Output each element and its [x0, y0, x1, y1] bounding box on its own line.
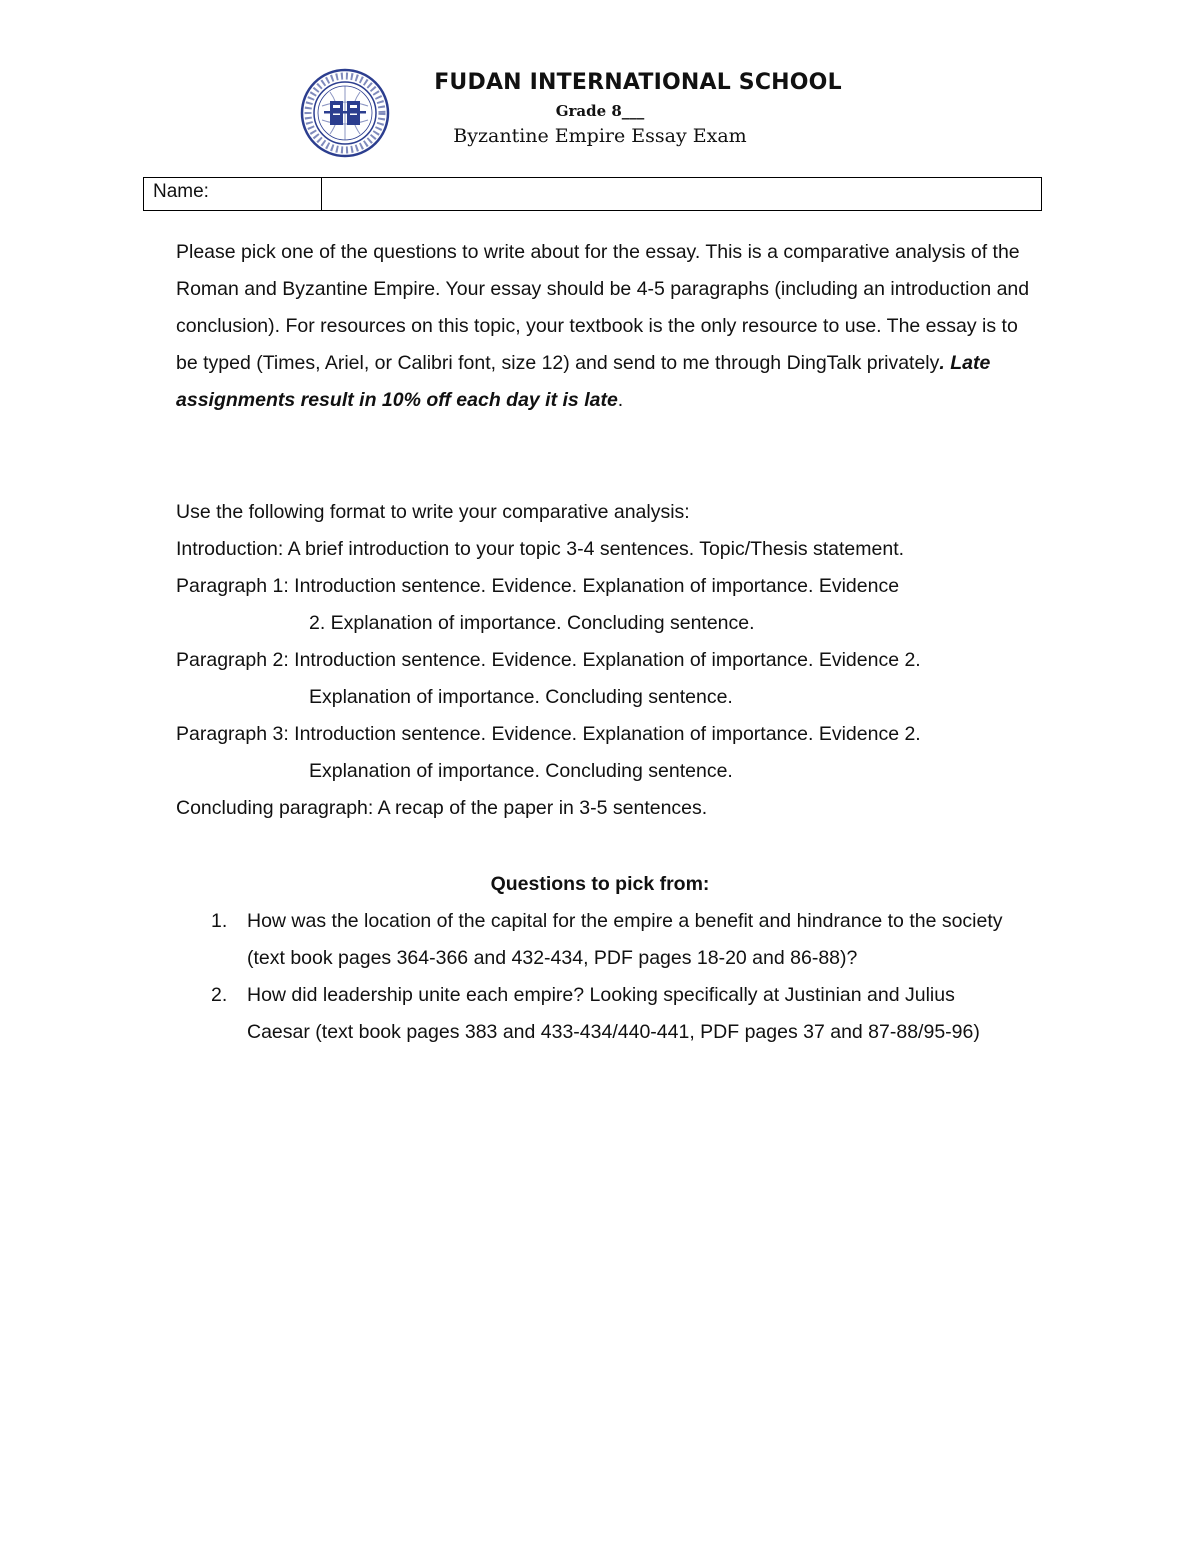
instructions-period: . — [939, 352, 945, 374]
grade-label: Grade 8___ — [555, 102, 645, 120]
question-item — [176, 977, 1036, 1051]
late-warning: Late assignments result in 10% off each day it is late — [176, 352, 991, 411]
exam-title: Byzantine Empire Essay Exam — [453, 125, 747, 147]
name-label: Name: — [144, 178, 322, 210]
question-text: How was the location of the capital for the empire a benefit and hindrance to the society (text book pages 364-366 and 432-434, PDF pages 18-20 and 86-88)? — [247, 910, 1003, 969]
format-conclusion: Concluding paragraph: A recap of the paper in 3-5 sentences. — [176, 797, 708, 819]
school-name: FUDAN INTERNATIONAL SCHOOL — [434, 70, 842, 95]
format-paragraph-1-cont: 2. Explanation of importance. Concluding sentence. — [309, 612, 755, 634]
instructions-end: . — [617, 389, 624, 411]
format-paragraph-2: Paragraph 2: Introduction sentence. Evidence. Explanation of importance. Evidence 2. — [176, 649, 921, 671]
format-paragraph-3: Paragraph 3: Introduction sentence. Evidence. Explanation of importance. Evidence 2. — [176, 723, 921, 745]
format-section — [176, 494, 1046, 827]
format-introduction: Introduction: A brief introduction to your topic 3-4 sentences. Topic/Thesis statement. — [176, 538, 905, 560]
instructions-text: Please pick one of the questions to write about for the essay. This is a comparative analysis of the Roman and Byzantine Empire. Your essay should be 4-5 paragraphs (including an introduction and conclusion). For resources on this topic, your textbook is the only resource to use. The essay is to be typed (Times, Ariel, or Calibri font, size 12) and send to me through DingTalk privately — [176, 241, 1030, 374]
question-number: 2. — [211, 984, 228, 1006]
format-paragraph-3-cont: Explanation of importance. Concluding sentence. — [309, 760, 733, 782]
format-paragraph-1: Paragraph 1: Introduction sentence. Evidence. Explanation of importance. Evidence — [176, 575, 900, 597]
format-paragraph-2-cont: Explanation of importance. Concluding sentence. — [309, 686, 733, 708]
name-field[interactable] — [322, 178, 1041, 210]
school-seal-logo — [300, 68, 390, 158]
question-item — [176, 903, 1036, 977]
questions-heading: Questions to pick from: — [490, 873, 710, 895]
question-number: 1. — [211, 910, 228, 932]
question-text: How did leadership unite each empire? Looking specifically at Justinian and Julius Caesar (text book pages 383 and 433-434/440-441, PDF pages 37 and 87-88/95-96) — [247, 984, 980, 1043]
name-table — [143, 177, 1042, 211]
format-intro: Use the following format to write your comparative analysis: — [176, 501, 690, 523]
question-list — [176, 903, 1036, 1051]
instructions-paragraph — [176, 234, 1036, 419]
